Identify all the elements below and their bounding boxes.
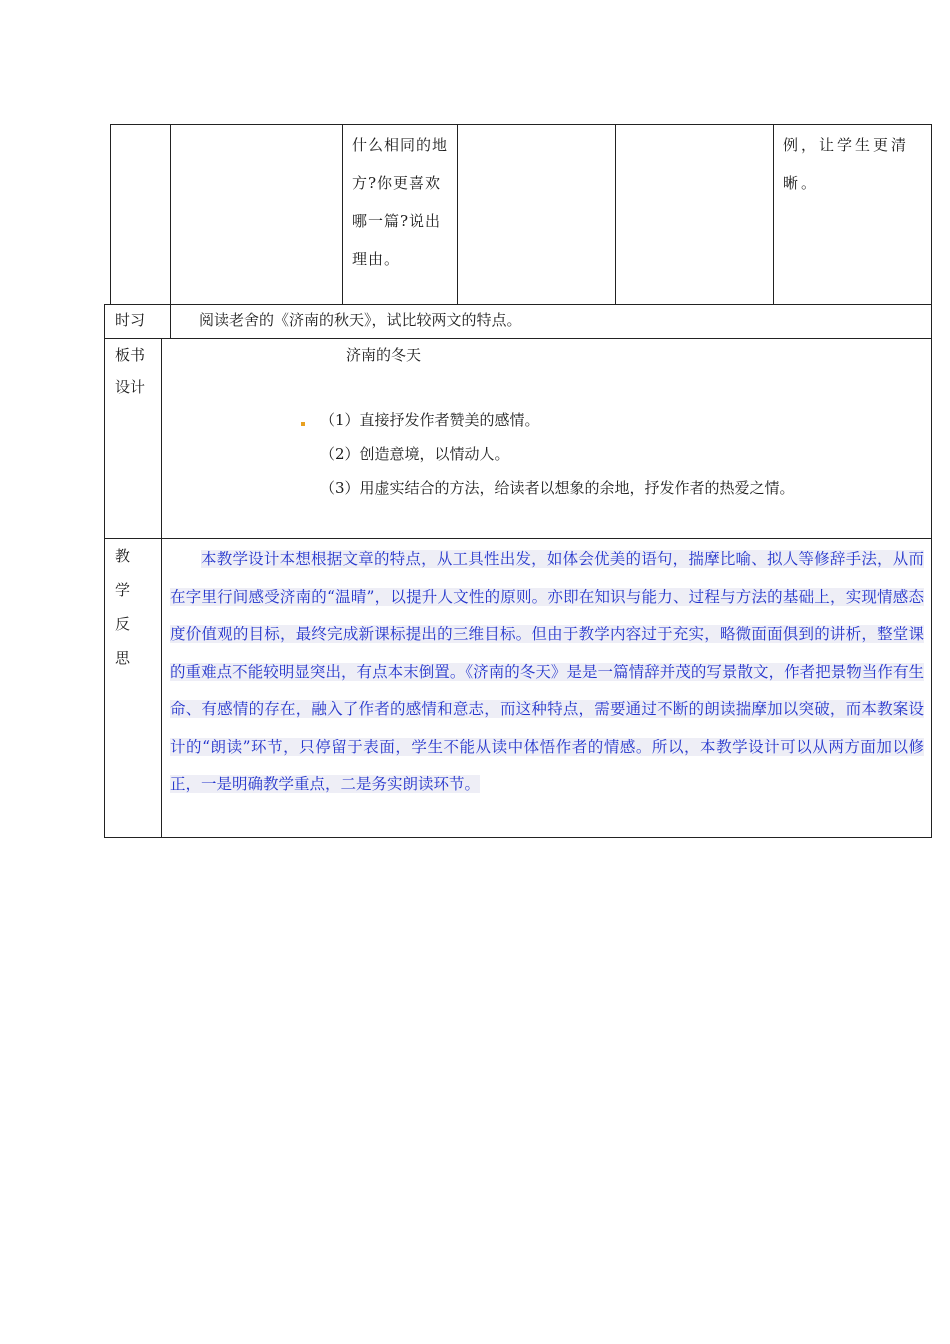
homework-divider — [170, 304, 171, 338]
board-point-3: （3）用虚实结合的方法，给读者以想象的余地，抒发作者的热爱之情。 — [320, 479, 795, 497]
reflection-text — [170, 541, 924, 804]
board-point-1: （1）直接抒发作者赞美的感情。 — [320, 411, 540, 429]
lower-right-border — [931, 304, 932, 838]
row1-divider-1 — [110, 124, 111, 305]
table-top-border — [110, 124, 932, 125]
lower-left-border — [104, 304, 105, 838]
table-bottom-border — [104, 837, 932, 838]
reflection-label-char-3: 反 — [115, 615, 131, 633]
row1-divider-6 — [773, 124, 774, 305]
reflection-label-char-4: 思 — [115, 649, 131, 667]
row1-note-text: 例，让学生更清晰。 — [783, 136, 910, 192]
reflection-label-char-2: 学 — [115, 581, 131, 599]
row1-question-text: 什么相同的地方?你更喜欢哪一篇?说出理由。 — [352, 136, 449, 268]
row1-divider-2 — [170, 124, 171, 305]
row1-divider-5 — [615, 124, 616, 305]
row1-divider-7 — [931, 124, 932, 305]
homework-content: 阅读老舍的《济南的秋天》，试比较两文的特点。 — [199, 311, 522, 329]
row-border-homework-top — [104, 304, 932, 305]
board-label-line2: 设计 — [115, 378, 146, 396]
homework-label: 时习 — [115, 311, 146, 329]
row1-divider-3 — [342, 124, 343, 305]
board-title: 济南的冬天 — [346, 346, 422, 364]
reflection-text-body: 本教学设计本想根据文章的特点，从工具性出发，如体会优美的语句，揣摩比喻、拟人等修辞手法，从而在字里行间感受济南的“温晴”，以提升人文性的原则。亦即在知识与能力、过程与方法的基础上，实现情感态度价值观的目标，最终完成新课标提出的三维目标。但由于教学内容过于充实，略微面面俱到的讲析，整堂课的重难点不能较明显突出，有点本末倒置。《济南的冬天》是是一篇情辞并茂的写景散文，作者把景物当作有生命、有感情的存在，融入了作者的感情和意志，而这种特点，需要通过不断的朗读揣摩加以突破，而本教案设计的“朗读”环节，只停留于表面，学生不能从读中体悟作者的情感。所以，本教学设计可以从两方面加以修正，一是明确教学重点，二是务实朗读环节。 — [170, 550, 924, 793]
board-point-2: （2）创造意境，以情动人。 — [320, 445, 510, 463]
row-border-reflection-top — [104, 538, 932, 539]
marker-dot — [301, 422, 305, 426]
reflection-label-char-1: 教 — [115, 547, 131, 565]
row1-divider-4 — [457, 124, 458, 305]
row-border-board-top — [104, 338, 932, 339]
board-label-line1: 板书 — [115, 346, 146, 364]
lower-label-divider — [161, 338, 162, 838]
